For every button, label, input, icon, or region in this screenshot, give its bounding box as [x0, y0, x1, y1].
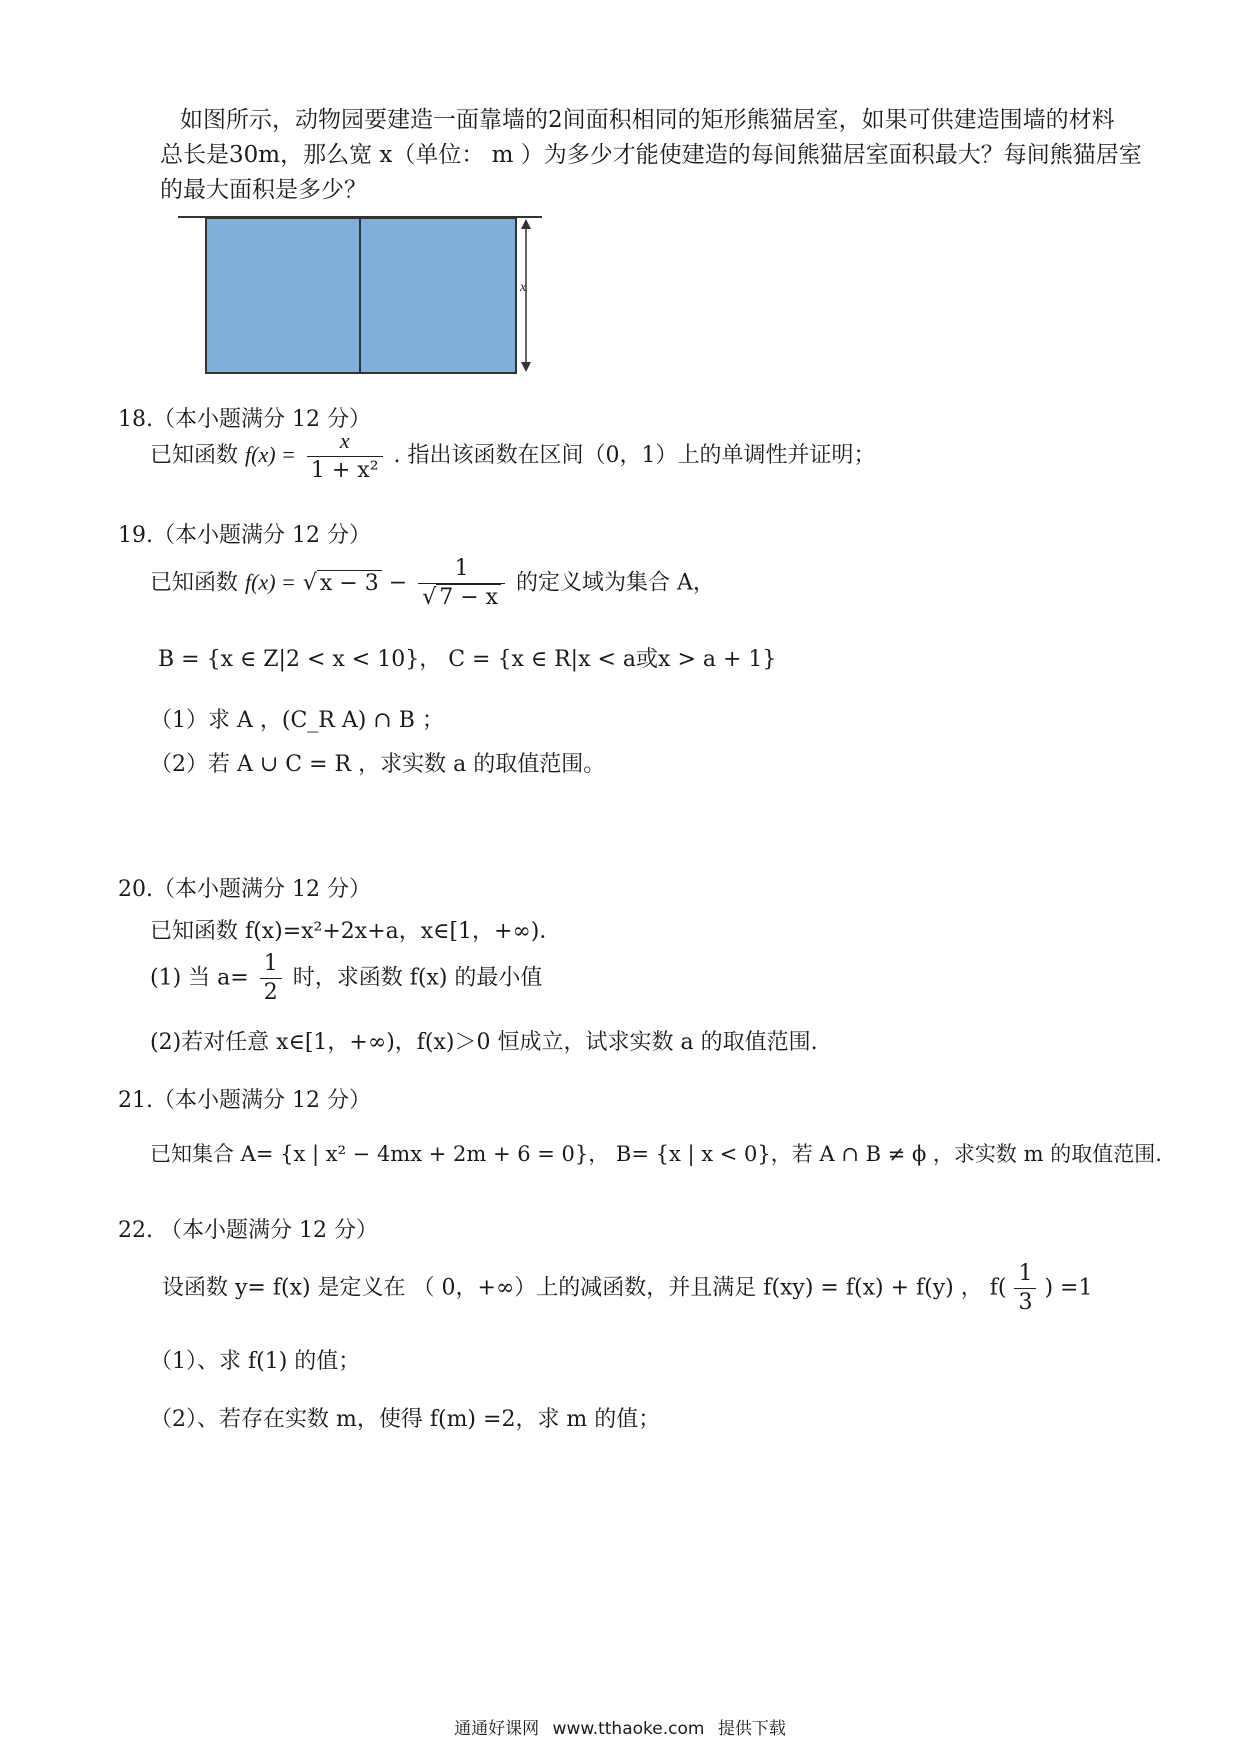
q18-statement [150, 429, 876, 483]
footer-url[interactable]: www.tthaoke.com [552, 1719, 705, 1739]
q19-frac-num: 1 [418, 557, 505, 584]
panda-room-figure [170, 205, 560, 380]
q22-fraction [1014, 1262, 1036, 1315]
q20-line-3: (2)若对任意 x∈[1，+∞)，f(x)＞0 恒成立，试求实数 a 的取值范围. [150, 1030, 818, 1055]
q19-text-before: 已知函数 [150, 570, 239, 596]
page-footer [0, 1714, 1240, 1739]
q19-line-2: B = {x ∈ Z|2 < x < 10}， C = {x ∈ R|x < a或x > a + 1} [158, 647, 777, 672]
q20-text-before: (1) 当 a= [150, 965, 249, 991]
intro-line-1: 如图所示，动物园要建造一面靠墙的2间面积相同的矩形熊猫居室，如果可供建造围墙的材料 [180, 107, 1115, 133]
q20-line-1: 已知函数 f(x)=x²+2x+a，x∈[1，+∞)． [150, 919, 562, 944]
q18-header: 18.（本小题满分 12 分） [118, 407, 371, 432]
q22-line-1 [162, 1262, 1092, 1315]
q20-fraction [260, 952, 282, 1005]
q18-text-after: . 指出该函数在区间（0，1）上的单调性并证明； [393, 443, 876, 469]
q18-text-before: 已知函数 [150, 443, 239, 469]
q21-line-1: 已知集合 A= {x | x² − 4mx + 2m + 6 = 0}， B= {x | x < 0}，若 A ∩ B ≠ ϕ ，求实数 m 的取值范围. [150, 1142, 1162, 1166]
intro-problem [160, 103, 1190, 208]
dimension-arrow-down [521, 362, 531, 372]
q18-frac-num: x [339, 428, 350, 453]
q18-fraction [307, 429, 383, 483]
footer-site-name: 通通好课网 [454, 1719, 540, 1739]
q19-line-1: 已知函数 f(x) = √ x − 3 − $\frac{1}{√ 7 - x}$ 的定义域为集合 A， [150, 556, 715, 611]
q21-header: 21.（本小题满分 12 分） [118, 1088, 371, 1113]
q22-text-before: 设函数 y= f(x) 是定义在 （ 0，+∞）上的减函数，并且满足 f(xy) = f(x) + f(y) ， f( [162, 1275, 1007, 1301]
footer-suffix: 提供下载 [717, 1719, 786, 1739]
intro-line-3: 的最大面积是多少？ [160, 177, 367, 203]
q19-minus: − [388, 570, 408, 596]
q19-line-4: （2）若 A ∪ C = R ，求实数 a 的取值范围。 [150, 752, 606, 777]
q22-header: 22. （本小题满分 12 分） [118, 1218, 378, 1243]
q19-sqrt: x − 3 [317, 570, 382, 596]
q19-line-3: （1）求 A ，(C_R A) ∩ B ； [150, 708, 444, 733]
q22-frac-den: 3 [1018, 1290, 1033, 1316]
q22-text-after: ) =1 [1044, 1275, 1093, 1301]
q18-frac-den: 1 + x² [310, 458, 379, 484]
q20-text-after: 时，求函数 f(x) 的最小值 [292, 965, 543, 991]
q19-text-after: 的定义域为集合 A， [516, 570, 715, 596]
q19-func: f(x) = [245, 569, 296, 595]
q22-line-2: （1）、求 f(1) 的值； [150, 1349, 361, 1374]
q19-fraction: $\frac{1}{√ 7 - x}$ [418, 557, 505, 610]
q22-frac-num: 1 [1014, 1262, 1036, 1289]
q19-header: 19.（本小题满分 12 分） [118, 523, 371, 548]
dimension-arrow-up [521, 219, 531, 229]
dimension-label-x: x [520, 280, 527, 295]
intro-line-2: 总长是30m，那么宽 x（单位： m ）为多少才能使建造的每间熊猫居室面积最大？每间熊猫居室 [160, 142, 1142, 168]
q20-frac-num: 1 [260, 952, 282, 979]
q20-frac-den: 2 [263, 980, 278, 1006]
q19-frac-den: 7 − x [436, 584, 501, 610]
q20-line-2 [150, 952, 542, 1005]
q18-func: f(x) = [245, 442, 296, 468]
q20-header: 20.（本小题满分 12 分） [118, 877, 371, 902]
q22-line-3: （2）、若存在实数 m，使得 f(m) =2，求 m 的值； [150, 1407, 661, 1432]
